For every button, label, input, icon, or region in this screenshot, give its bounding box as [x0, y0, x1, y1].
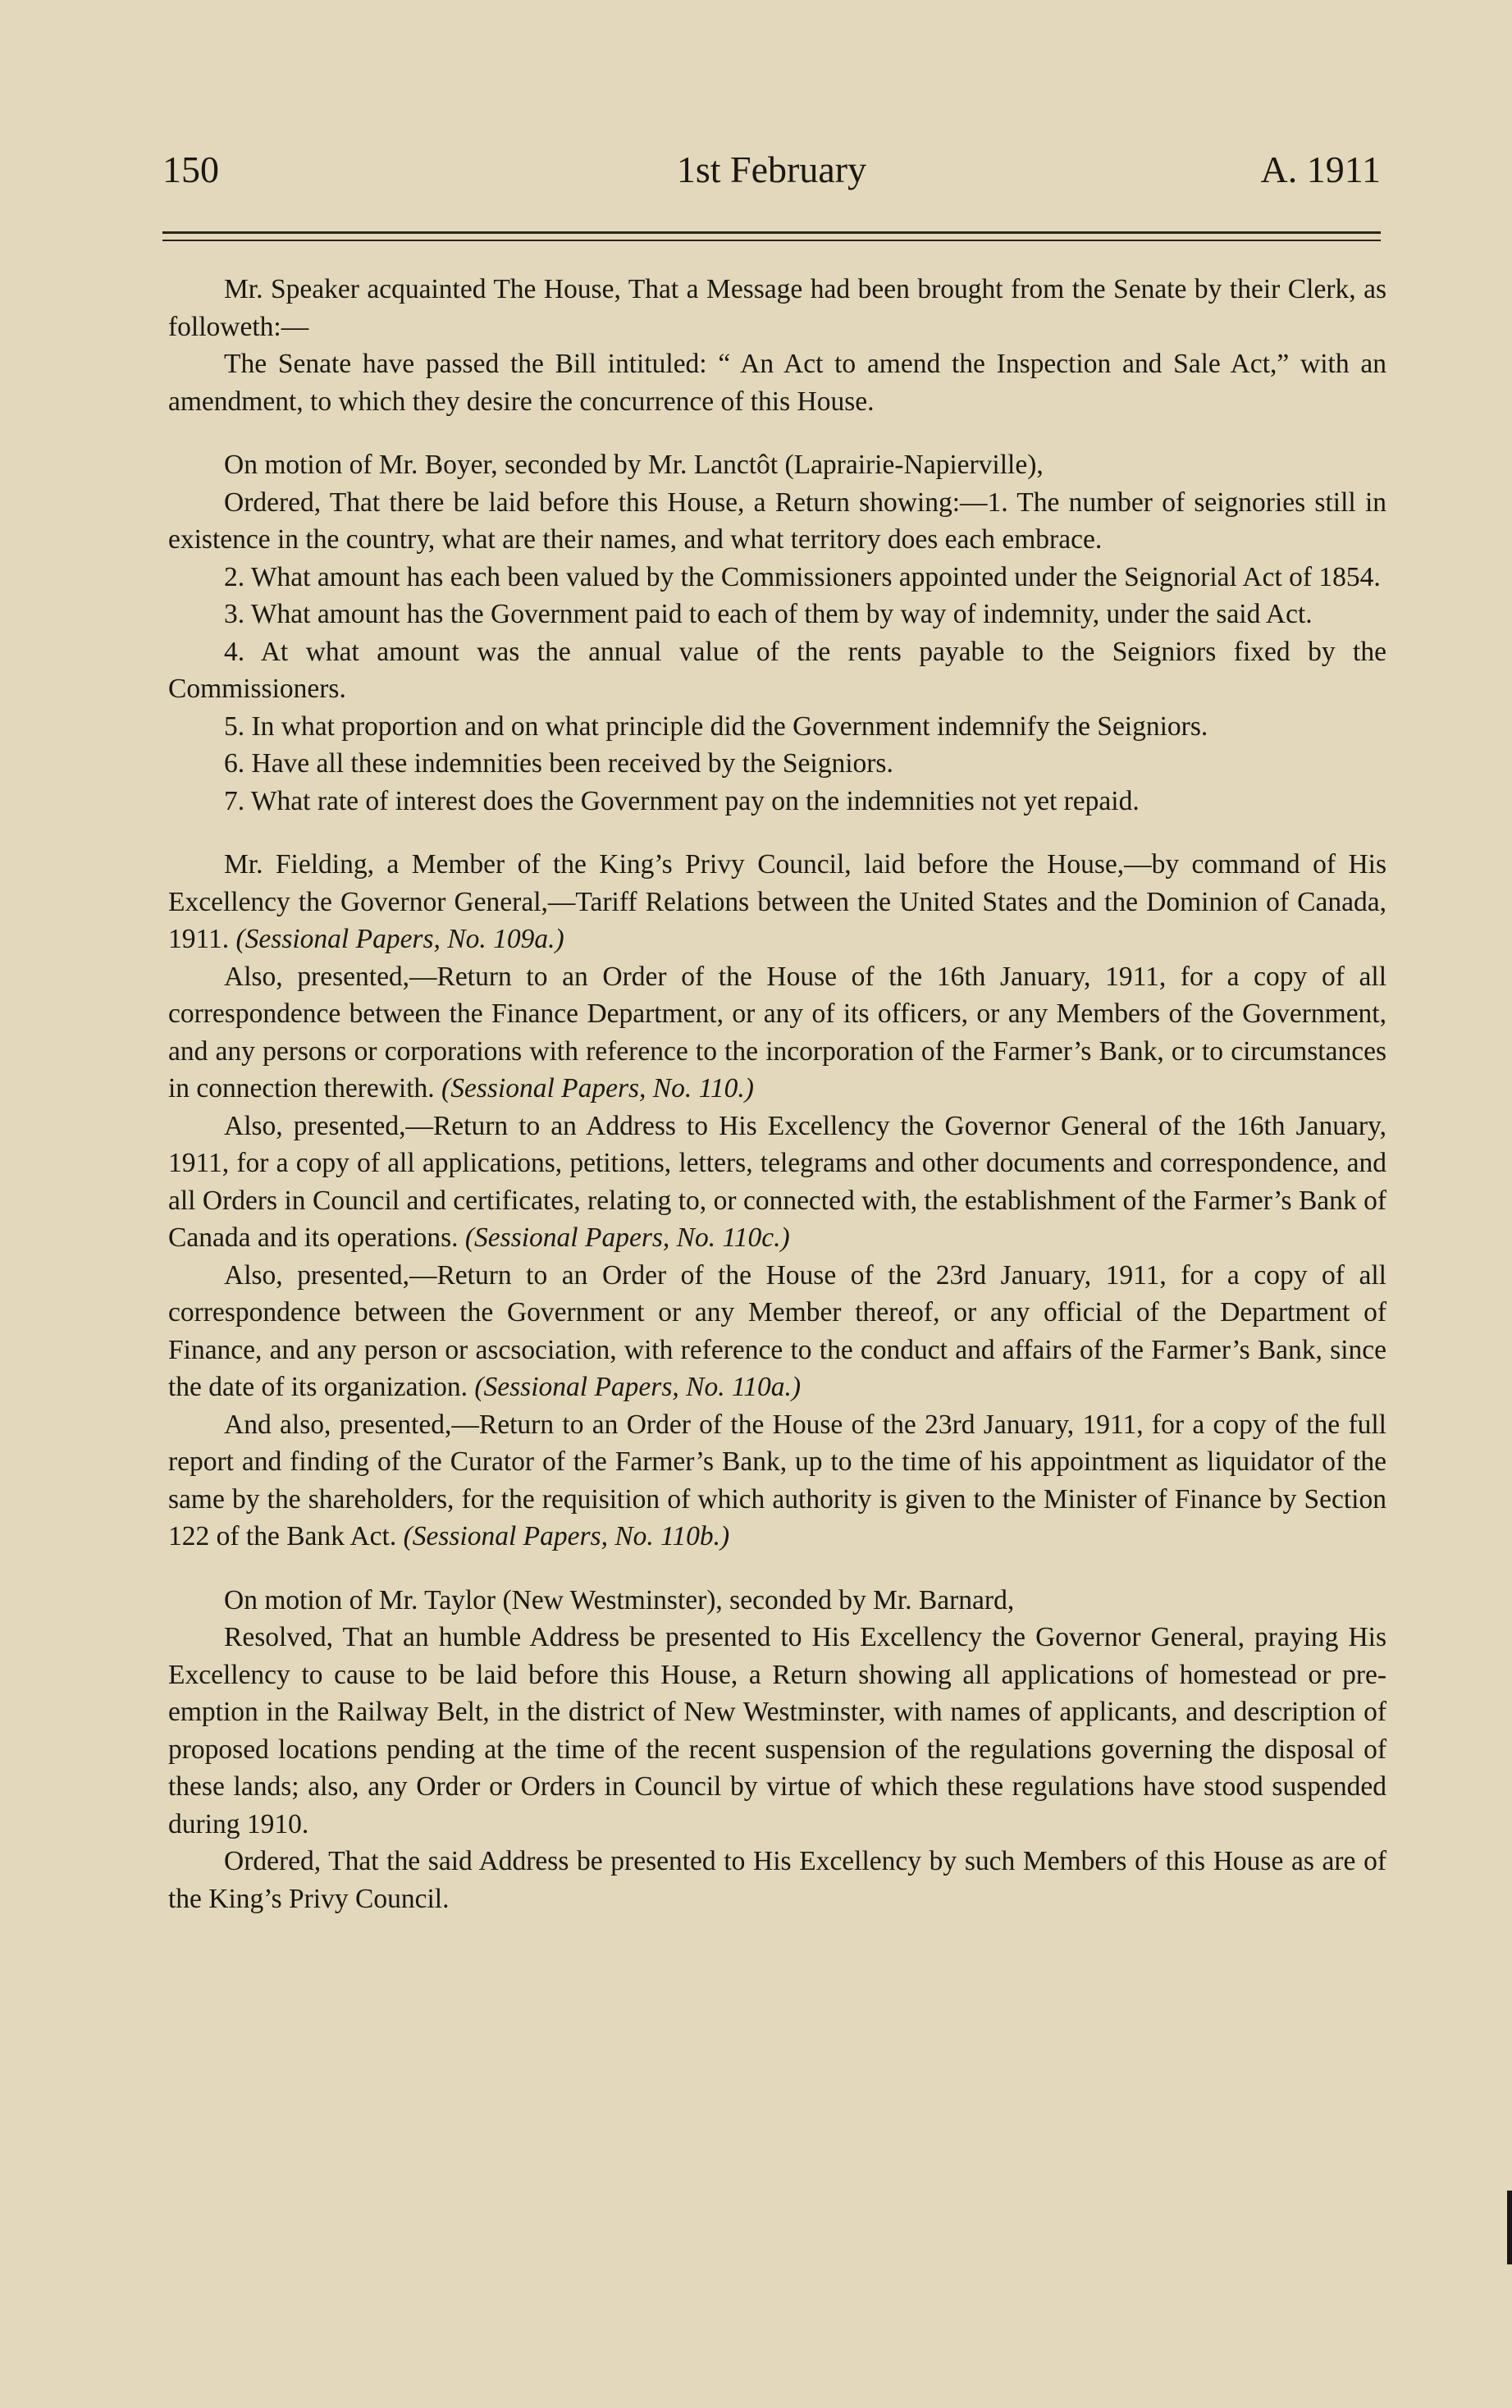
page-year: A. 1911 — [1260, 149, 1381, 190]
paragraph — [168, 1406, 1386, 1556]
paragraph: Ordered, That the said Address be presented to His Excellency by such Members of this House as are of the King’s Privy Council. — [168, 1846, 1386, 1914]
page-header — [162, 148, 1381, 205]
paragraph: The Senate have passed the Bill intituled: “ An Act to amend the Inspection and Sale Act,” with an amendment, to which they desire the concurrence of this House. — [168, 349, 1386, 417]
paragraph: 4. At what amount was the annual value of the rents payable to the Seigniors fixed by the Commissioners. — [168, 636, 1386, 704]
paragraph: 3. What amount has the Government paid to each of them by way of indemnity, under the said Act. — [224, 599, 1313, 629]
paragraph: 7. What rate of interest does the Government pay on the indemnities not yet repaid. — [224, 785, 1140, 816]
paragraph: On motion of Mr. Taylor (New Westminster), seconded by Mr. Barnard, — [224, 1584, 1015, 1615]
paragraph: Mr. Speaker acquainted The House, That a Message had been brought from the Senate by their Clerk, as followeth:— — [168, 274, 1386, 342]
citation: (Sessional Papers, No. 110.) — [441, 1073, 754, 1103]
paragraph-text: Also, presented,—Return to an Order of the House of the 23rd January, 1911, for a copy of all correspondence between the Government or any Member thereof, or any official of the Department of Finance, and any person or ascsociation, with reference to the conduct and affairs of the Farmer’s Bank, since the date of its organization. — [168, 1259, 1386, 1402]
paragraph: 2. What amount has each been valued by the Commissioners appointed under the Seignorial Act of 1854. — [224, 561, 1381, 592]
paragraph-text: And also, presented,—Return to an Order of the House of the 23rd January, 1911, for a copy of the full report and finding of the Curator of the Farmer’s Bank, up to the time of his appointment as liquidator of the same by the shareholders, for the requisition of which authority is given to the Minister of Finance by Section 122 of the Bank Act. — [168, 1409, 1386, 1551]
paragraph — [168, 1257, 1386, 1406]
page-number: 150 — [162, 149, 219, 190]
paragraph: Ordered, That there be laid before this House, a Return showing:—1. The number of seignories still in existence in the country, what are their names, and what territory does each embrace. — [168, 487, 1386, 555]
citation: (Sessional Papers, No. 110b.) — [403, 1521, 730, 1551]
citation: (Sessional Papers, No. 110a.) — [474, 1372, 801, 1402]
paragraph-text: Mr. Fielding, a Member of the King’s Privy Council, laid before the House,—by command of His Excellency the Governor General,—Tariff Relations between the United States and the Dominion of Canada, 1911. — [168, 849, 1386, 954]
header-rule — [162, 231, 1381, 234]
header-rule-thin — [162, 240, 1381, 241]
paragraph: On motion of Mr. Boyer, seconded by Mr. Lanctôt (Laprairie-Napierville), — [224, 450, 1044, 480]
journal-body — [168, 271, 1386, 1917]
paragraph: Resolved, That an humble Address be presented to His Excellency the Governor General, praying His Excellency to cause to be laid before this House, a Return showing all applications of homestead or pre-emption in the Railway Belt, in the district of New Westminster, with names of applicants, and description of proposed locations pending at the time of the recent suspension of the regulations governing the disposal of these lands; also, any Order or Orders in Council by virtue of which these regulations have stood suspended during 1910. — [168, 1622, 1386, 1839]
page-date: 1st February — [676, 149, 867, 190]
paragraph: 5. In what proportion and on what principle did the Government indemnify the Seigniors. — [224, 711, 1208, 742]
paragraph — [168, 958, 1386, 1108]
paragraph — [168, 846, 1386, 958]
paragraph-text: Also, presented,—Return to an Address to His Excellency the Governor General of the 16th January, 1911, for a copy of all applications, petitions, letters, telegrams and other documents and correspondence, and all Orders in Council and certificates, relating to, or connected with, the establishment of the Farmer’s Bank of Canada and its operations. — [168, 1110, 1386, 1253]
scan-edge-mark — [1507, 2191, 1512, 2264]
citation: (Sessional Papers, No. 110c.) — [464, 1222, 790, 1253]
paragraph — [168, 1108, 1386, 1257]
paragraph-text: Also, presented,—Return to an Order of the House of the 16th January, 1911, for a copy of all correspondence between the Finance Department, or any of its officers, or any Members of the Government, and any persons or corporations with reference to the incorporation of the Farmer’s Bank, or to circumstances in connection therewith. — [168, 961, 1386, 1103]
citation: (Sessional Papers, No. 109a.) — [235, 924, 564, 954]
paragraph: 6. Have all these indemnities been received by the Seigniors. — [224, 748, 893, 779]
